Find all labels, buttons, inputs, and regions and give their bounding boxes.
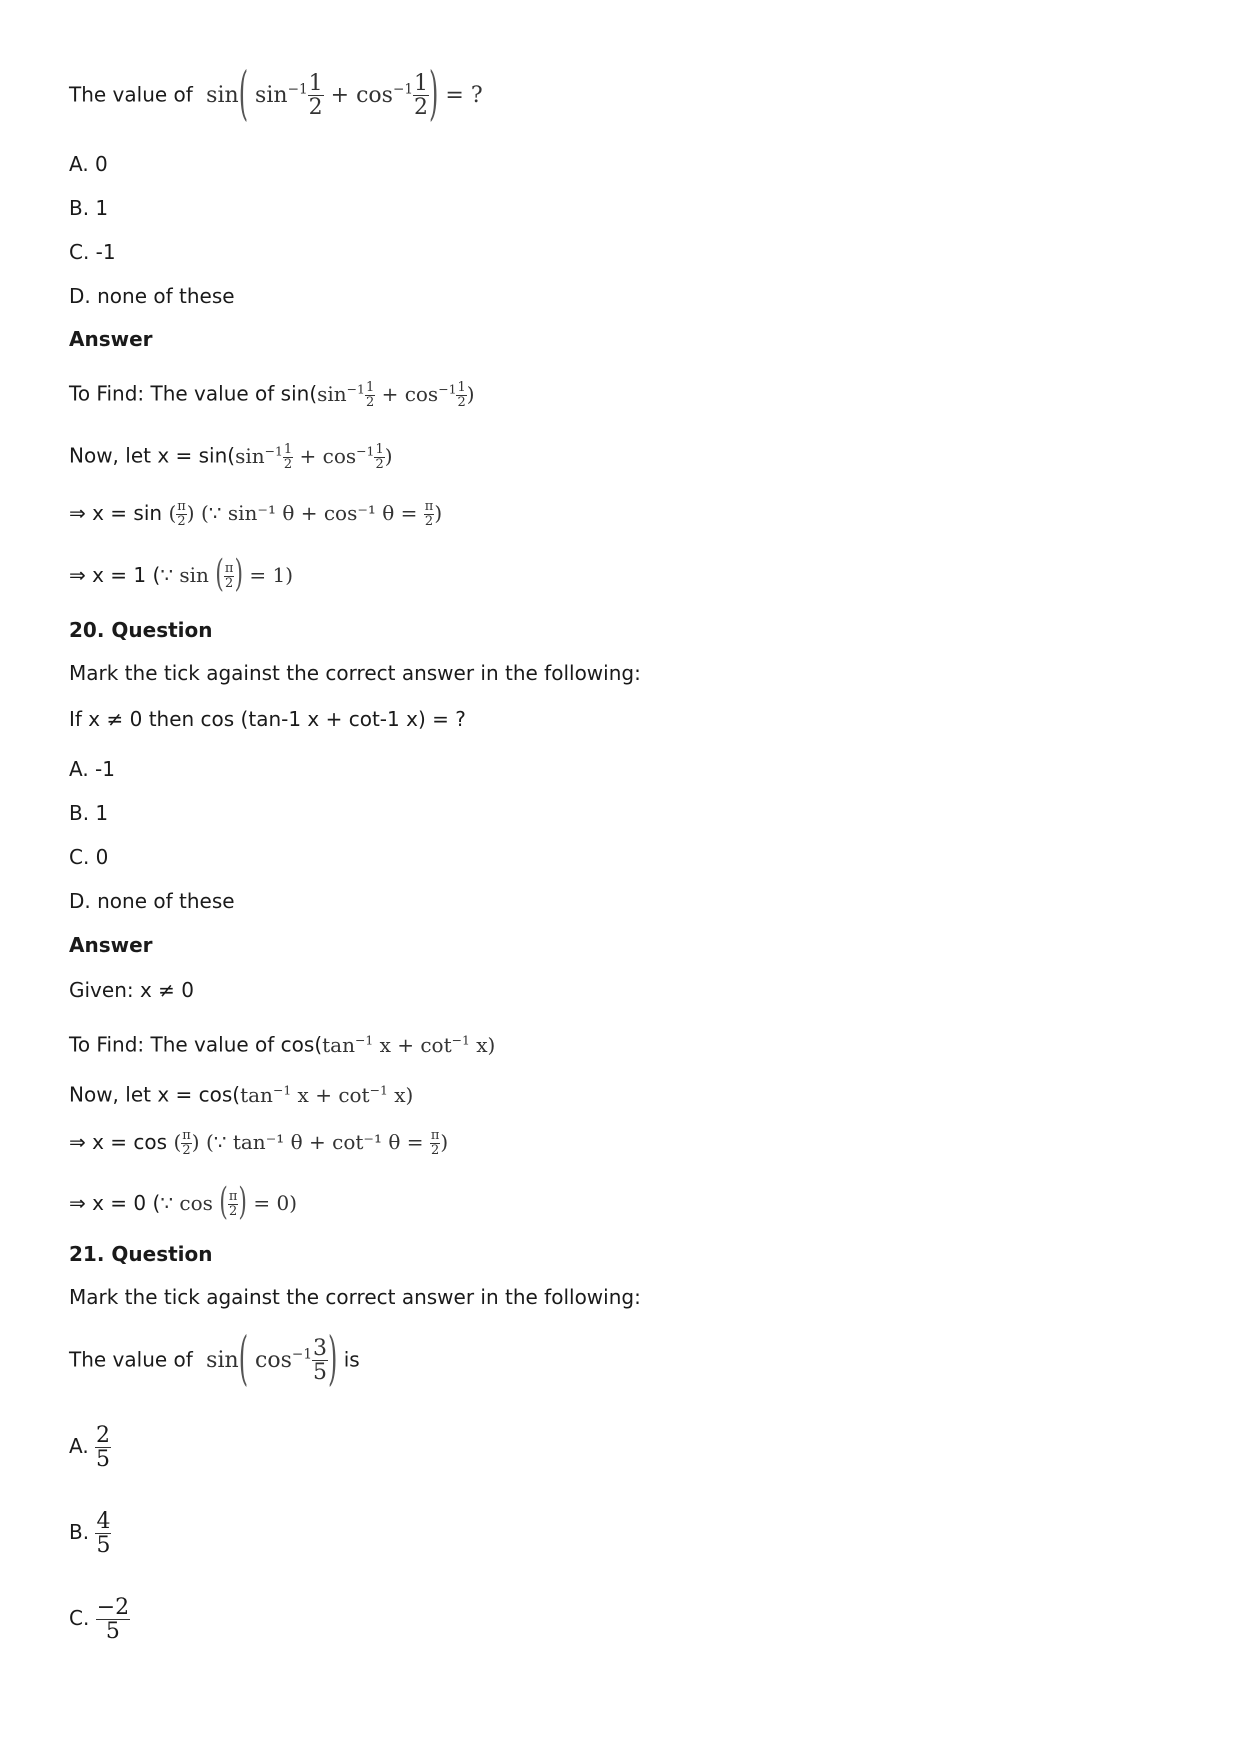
q21-option-a: A. $\frac{2}{5}$ <box>69 1423 111 1473</box>
q20-title: 20. Question <box>69 618 213 642</box>
q20-answer-heading: Answer <box>69 933 153 957</box>
q21-stem-suffix: is <box>343 1347 360 1372</box>
q20-tofind: To Find: The value of $\cos(\tan^{-1}$ $x + \cot^{-1} x$) <box>69 1032 496 1057</box>
q20-option-d: D. none of these <box>69 889 235 913</box>
q20-step1: ⇒ x = cos ( $\frac{\pi}{2}$ ) (∵ tan⁻¹ θ + cot⁻¹ θ = $\frac{\pi}{2}$ ) <box>69 1128 449 1158</box>
q19-now-let: Now, let $x = \sin(\sin^{-1}$ $\frac{1}{2}$ + $\cos^{-1}$ $\frac{1}{2}$ ) <box>69 442 393 472</box>
q21-instruction: Mark the tick against the correct answer in the following: <box>69 1285 641 1309</box>
q21-stem-prefix: The value of <box>69 1347 193 1372</box>
q20-option-c: C. 0 <box>69 845 109 869</box>
q20-given: Given: x ≠ 0 <box>69 978 194 1002</box>
q19-step1: ⇒ x = sin ( $\frac{\pi}{2}$ ) (∵ sin⁻¹ θ + cos⁻¹ θ = $\frac{\pi}{2}$ ) <box>69 499 443 529</box>
q20-option-a: A. -1 <box>69 757 115 781</box>
q19-option-a: A. 0 <box>69 152 108 176</box>
q21-option-c: C. $\frac{-2}{5}$ <box>69 1595 130 1645</box>
q19-stem-prefix: The value of <box>69 82 193 107</box>
q21-title: 21. Question <box>69 1242 213 1266</box>
q20-now-let: Now, let $x = \cos(\tan^{-1}$ $x + \cot^{-1} x$) <box>69 1082 414 1107</box>
q19-tofind: To Find: The value of $\sin(\sin^{-1}$ $\frac{1}{2}$ + $\cos^{-1}$ $\frac{1}{2}$ ) <box>69 380 475 410</box>
q20-step2: ⇒ x = 0 (∵ cos ( $\frac{\pi}{2}$ ) = 0) <box>69 1181 297 1225</box>
q19-option-c: C. -1 <box>69 240 116 264</box>
q19-stem-expression: sin( $\sin^{-1}$ $\frac{1}{2}$ + $\cos^{-1}$ $\frac{1}{2}$ ) = ? <box>199 59 483 128</box>
q19-answer-heading: Answer <box>69 327 153 351</box>
q19-option-d: D. none of these <box>69 284 235 308</box>
q20-stem: If x ≠ 0 then cos (tan-1 x + cot-1 x) = ? <box>69 707 466 731</box>
q21-stem-expression: sin( $\cos^{-1}$ $\frac{3}{5}$ ) <box>199 1324 338 1393</box>
q20-instruction: Mark the tick against the correct answer in the following: <box>69 661 641 685</box>
q21-option-b: B. $\frac{4}{5}$ <box>69 1509 111 1559</box>
q19-stem <box>69 59 483 128</box>
q19-step2: ⇒ x = 1 (∵ sin ( $\frac{\pi}{2}$ ) = 1) <box>69 553 294 597</box>
q20-option-b: B. 1 <box>69 801 109 825</box>
q21-stem <box>69 1324 360 1393</box>
q19-option-b: B. 1 <box>69 196 109 220</box>
